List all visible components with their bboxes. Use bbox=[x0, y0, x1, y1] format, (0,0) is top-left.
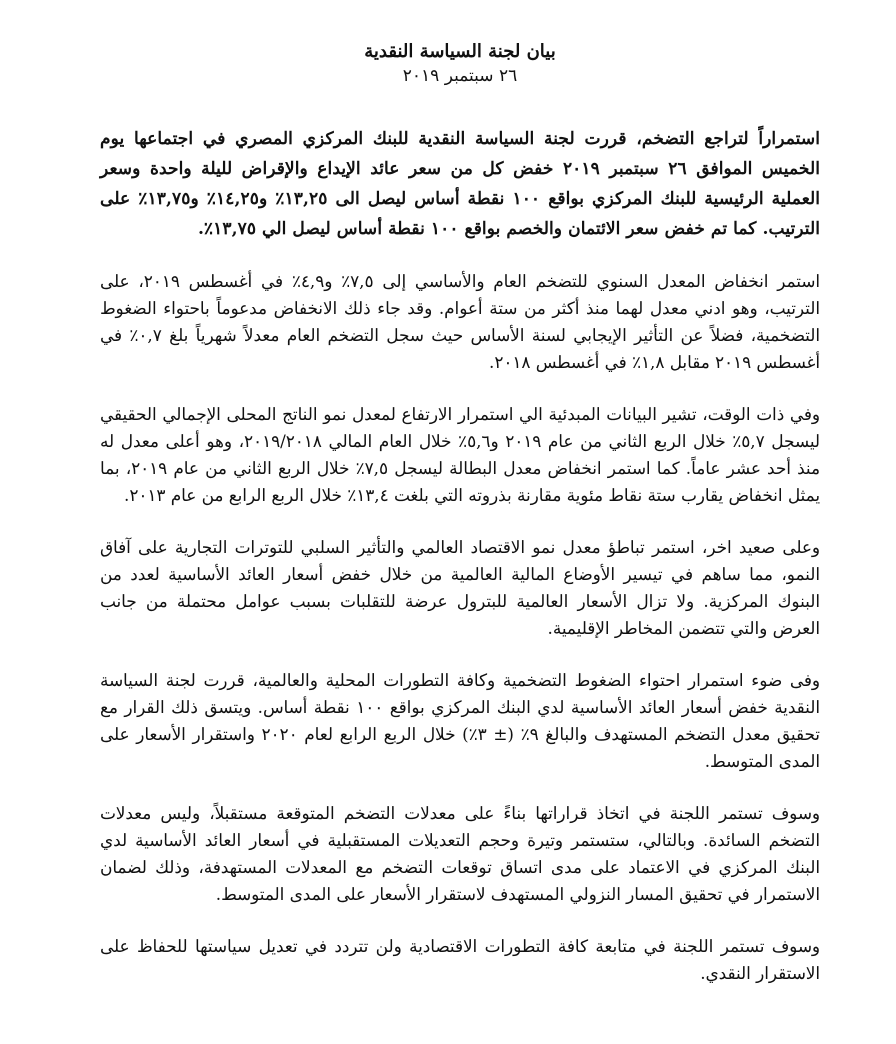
paragraph-global: وعلى صعيد اخر، استمر تباطؤ معدل نمو الاقتصاد العالمي والتأثير السلبي للتوترات التجارية على آفاق النمو، مما ساهم في تيسير الأوضاع المالية العالمية من خلال خفض أسعار العائد الأساسية لعدد من البنوك المركزية. ولا تزال الأسعار العالمية للبترول عرضة للتقلبات بسبب عوامل محتملة من جانب العرض والتي تتضمن المخاطر الإقليمية. bbox=[100, 537, 820, 638]
paragraph-closing: وسوف تستمر اللجنة في متابعة كافة التطورات الاقتصادية ولن تتردد في تعديل سياستها للحفاظ على الاستقرار النقدي. bbox=[100, 936, 820, 983]
lead-paragraph: استمراراً لتراجع التضخم، قررت لجنة السياسة النقدية للبنك المركزي المصري في اجتماعها يوم الخميس الموافق ٢٦ سبتمبر ٢٠١٩ خفض كل من سعر عائد الإيداع والإقراض لليلة واحدة وسعر العملية الرئيسية للبنك المركزي بواقع ١٠٠ نقطة أساس ليصل الى ١٣,٢٥٪ و١٤,٢٥٪ و١٣,٧٥٪ على الترتيب. كما تم خفض سعر الائتمان والخصم بواقع ١٠٠ نقطة أساس ليصل الي ١٣,٧٥٪. bbox=[100, 129, 820, 239]
statement-title: بيان لجنة السياسة النقدية bbox=[364, 41, 556, 62]
paragraph-inflation: استمر انخفاض المعدل السنوي للتضخم العام والأساسي إلى ٧,٥٪ و٤,٩٪ في أغسطس ٢٠١٩، على الترتيب، وهو ادني معدل لهما منذ أكثر من ستة أعوام. وقد جاء ذلك الانخفاض مدعوماً باحتواء الضغوط التضخمية، فضلاً عن التأثير الإيجابي لسنة الأساس حيث سجل التضخم العام معدلاً شهرياً بلغ ٠,٧٪ في أغسطس ٢٠١٩ مقابل ١,٨٪ في أغسطس ٢٠١٨. bbox=[100, 271, 820, 372]
policy-statement bbox=[100, 40, 820, 1012]
paragraph-decision: وفى ضوء استمرار احتواء الضغوط التضخمية وكافة التطورات المحلية والعالمية، قررت لجنة السياسة النقدية خفض أسعار العائد الأساسية لدي البنك المركزي بواقع ١٠٠ نقطة أساس. ويتسق ذلك القرار مع تحقيق معدل التضخم المستهدف والبالغ ٩٪ (± ٣٪) خلال الربع الرابع لعام ٢٠٢٠ واستقرار الأسعار على المدى المتوسط. bbox=[100, 670, 820, 771]
paragraph-outlook: وسوف تستمر اللجنة في اتخاذ قراراتها بناءً على معدلات التضخم المتوقعة مستقبلاً، وليس معدلات التضخم السائدة. وبالتالي، ستستمر وتيرة وحجم التعديلات المستقبلية في أسعار العائد الأساسية لدي البنك المركزي في الاعتماد على مدى اتساق توقعات التضخم مع المعدلات المستهدفة، وذلك لضمان الاستمرار في تحقيق المسار النزولي المستهدف لاستقرار الأسعار على المدى المتوسط. bbox=[100, 803, 820, 904]
statement-date: ٢٦ سبتمبر ٢٠١٩ bbox=[402, 66, 518, 86]
paragraph-growth: وفي ذات الوقت، تشير البيانات المبدئية الي استمرار الارتفاع لمعدل نمو الناتج المحلى الإجمالي الحقيقي ليسجل ٥,٧٪ خلال الربع الثاني من عام ٢٠١٩ و٥,٦٪ خلال العام المالي ٢٠١٩/٢٠١٨، وهو أعلى معدل له منذ أحد عشر عاماً. كما استمر انخفاض معدل البطالة ليسجل ٧,٥٪ خلال الربع الثاني من عام ٢٠١٩، بما يمثل انخفاض يقارب ستة نقاط مئوية مقارنة بذروته التي بلغت ١٣,٤٪ خلال الربع الرابع من عام ٢٠١٣. bbox=[100, 404, 820, 505]
